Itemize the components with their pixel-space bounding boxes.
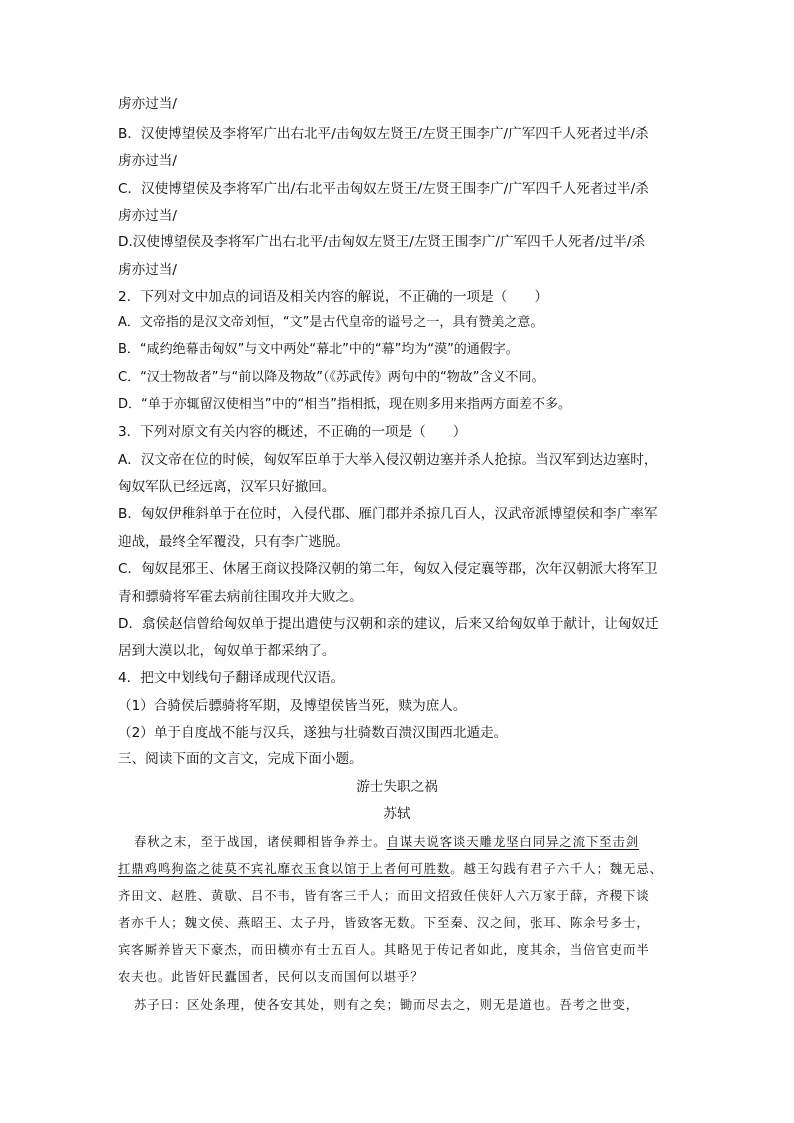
q2-option-a: A．文帝指的是汉文帝刘恒，“文”是古代皇帝的谥号之一，具有赞美之意。 [118,315,544,330]
q3-option-b-line2: 迎战，最终全军覆没，只有李广逃脱。 [118,534,350,550]
q3-stem: 3．下列对原文有关内容的概述，不正确的一项是（ ） [118,424,467,440]
section3-heading: 三、阅读下面的文言文，完成下面小题。 [118,751,363,767]
passage-line-1 [134,832,676,852]
underlined-sentence-part-2: 扛鼎鸡鸣狗盗之徒莫不宾礼靡衣玉食以馆于上者何可胜数 [118,861,451,876]
q4-stem: 4．把文中划线句子翻译成现代汉语。 [118,670,345,686]
q1-option-c-line1: C．汉使博望侯及李将军广出/右北平击匈奴左贤王/左贤王围李广/广军四千人死者过半/杀 [118,181,649,197]
passage-line-7: 苏子曰：区处条理，使各安其处，则有之矣；锄而尽去之，则无是道也。吾考之世变， [134,997,640,1012]
q1-option-c-line2: 虏亦过当/ [118,208,177,224]
passage-line-2-plain: 。越王勾践有君子六千人；魏无忌、 [450,861,663,876]
q1-option-b-line1: B．汉使博望侯及李将军广出右北平/击匈奴左贤王/左贤王围李广/广军四千人死者过半/杀 [118,126,649,142]
passage-line-1-plain: 春秋之末，至于战国，诸侯卿相皆争养士。 [134,834,387,849]
underlined-sentence-part-1: 自谋夫说客谈天雕龙坚白同异之流下至击剑 [386,834,640,849]
q2-option-d: D．“单于亦辄留汉使相当”中的“相当”指相抵，现在则多用来指两方面差不多。 [118,397,571,412]
q1-option-d-line2: 虏亦过当/ [118,262,177,278]
q1-option-a-tail: 虏亦过当/ [118,96,177,112]
passage-author: 苏轼 [383,806,411,822]
q4-sentence-2: （2）单于自度战不能与汉兵，遂独与壮骑数百溃汉围西北遁走。 [118,725,508,741]
passage-line-3: 齐田文、赵胜、黄歇、吕不韦，皆有客三千人；而田文招致任侠奸人六万家于薛，齐稷下谈 [118,888,650,903]
q3-option-a-line2: 匈奴军队已经远离，汉军只好撤回。 [118,479,336,495]
passage-line-4: 者亦千人；魏文侯、燕昭王、太子丹，皆致客无数。下至秦、汉之间，张耳、陈余号多士， [118,915,650,930]
q3-option-c-line1: C．匈奴昆邪王、休屠王商议投降汉朝的第二年，匈奴入侵定襄等郡，次年汉朝派大将军卫 [118,561,658,577]
q3-option-c-line2: 青和骠骑将军霍去病前往围攻并大败之。 [118,589,363,605]
q4-sentence-1: （1）合骑侯后骠骑将军期，及博望侯皆当死，赎为庶人。 [118,698,467,714]
q3-option-b-line1: B．匈奴伊稚斜单于在位时，入侵代郡、雁门郡并杀掠几百人，汉武帝派博望侯和李广率军 [118,506,658,522]
q3-option-a-line1: A．汉文帝在位的时候，匈奴军臣单于大举入侵汉朝边塞并杀人抢掠。当汉军到达边塞时， [118,452,658,468]
q2-option-b: B．“咸约绝幕击匈奴”与文中两处“幕北”中的“幕”均为“漠”的通假字。 [118,342,519,357]
q1-option-d-line1: D.汉使博望侯及李将军广出右北平/击匈奴左贤王/左贤王围李广/广军四千人死者/过半/杀 [118,234,646,250]
q1-option-b-line2: 虏亦过当/ [118,153,177,169]
passage-line-5: 宾客厮养皆天下豪杰，而田横亦有士五百人。其略见于传记者如此，度其余，当倍官吏而半 [118,942,650,957]
q3-option-d-line1: D．翕侯赵信曾给匈奴单于提出遣使与汉朝和亲的建议，后来又给匈奴单于献计，让匈奴迁 [118,616,659,632]
q2-stem: 2．下列对文中加点的词语及相关内容的解说，不正确的一项是（ ） [118,289,549,305]
passage-title: 游士失职之祸 [356,779,438,795]
q3-option-d-line2: 居到大漠以北，匈奴单于都采纳了。 [118,643,336,659]
passage-line-6: 农夫也。此皆奸民蠹国者，民何以支而国何以堪乎？ [118,969,424,984]
q2-option-c: C．“汉士物故者”与“前以降及物故”（《苏武传》两句中的“物故”含义不同。 [118,370,545,385]
passage-line-2 [118,859,676,879]
